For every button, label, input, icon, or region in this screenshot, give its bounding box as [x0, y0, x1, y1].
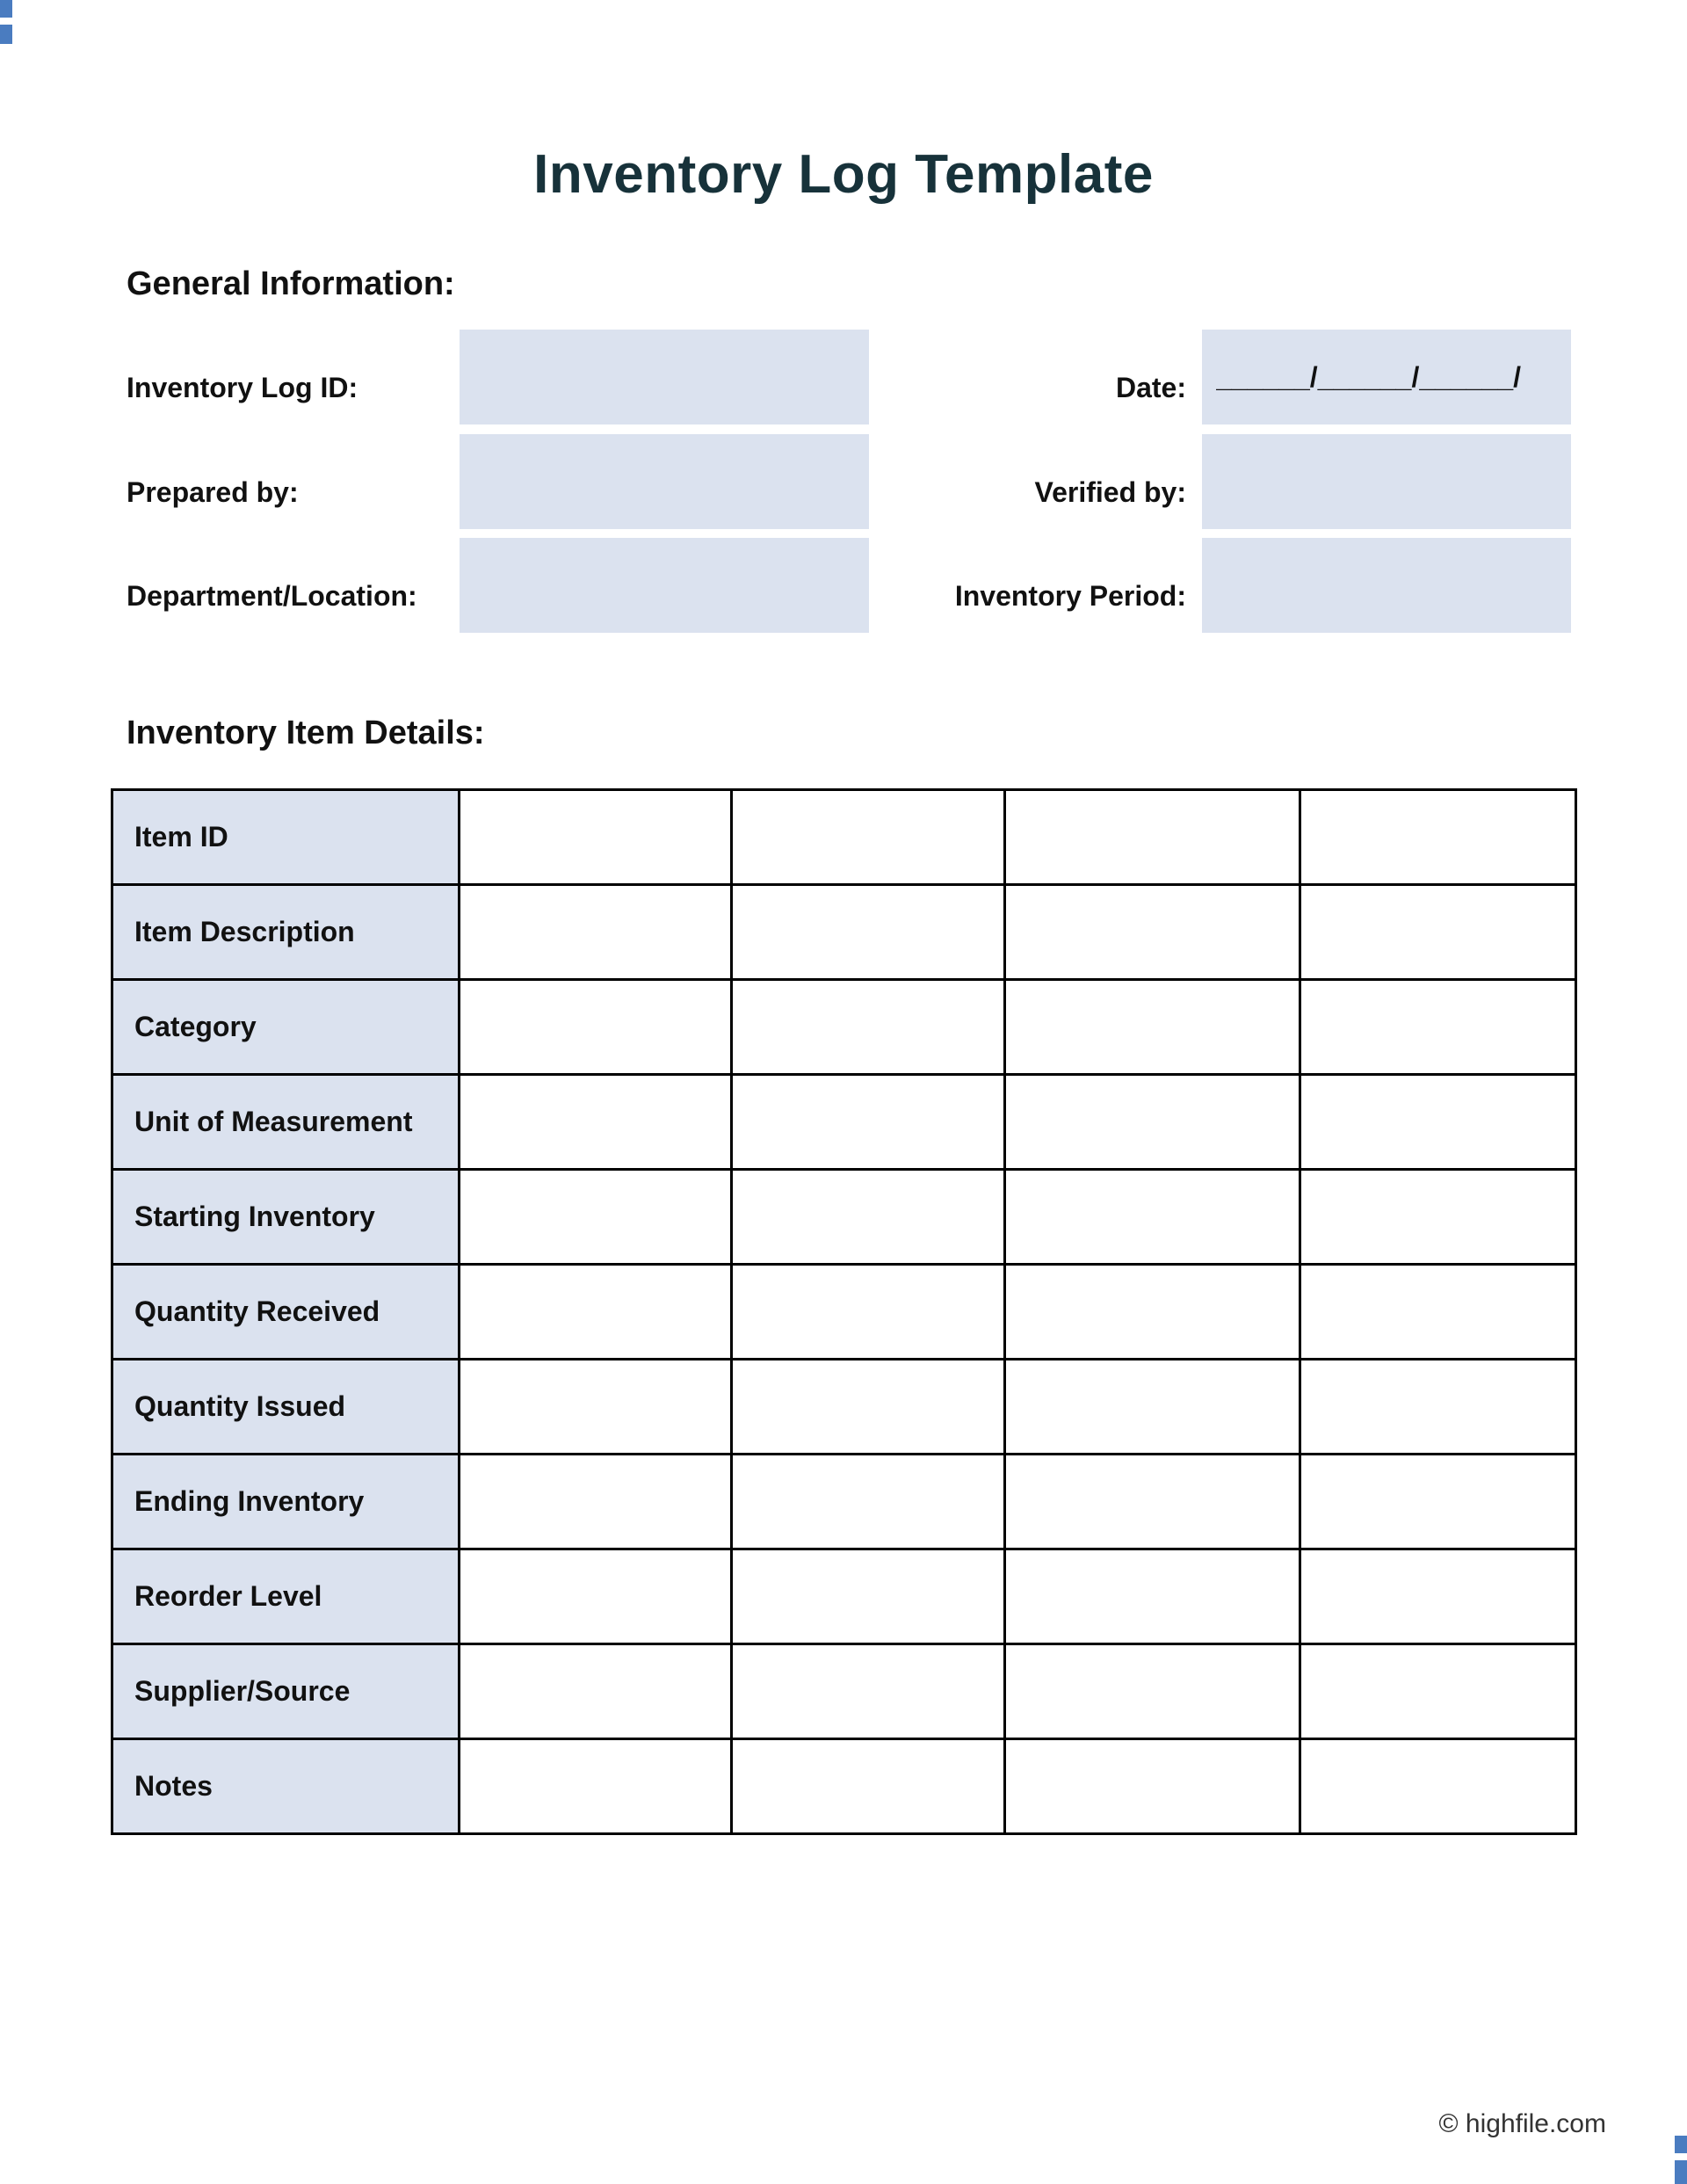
table-cell[interactable]: [1005, 1075, 1300, 1170]
table-cell[interactable]: [1300, 885, 1576, 980]
table-row: [112, 1265, 1576, 1360]
table-row: [112, 1644, 1576, 1739]
table-cell[interactable]: [1005, 885, 1300, 980]
row-label-quantity-received: Quantity Received: [112, 1265, 460, 1360]
row-label-notes: Notes: [112, 1739, 460, 1834]
table-cell[interactable]: [1300, 790, 1576, 885]
table-cell[interactable]: [460, 1455, 732, 1549]
table-cell[interactable]: [460, 885, 732, 980]
table-cell[interactable]: [732, 1170, 1005, 1265]
table-cell[interactable]: [1005, 1739, 1300, 1834]
inventory-period-field[interactable]: [1202, 538, 1571, 633]
table-row: [112, 1170, 1576, 1265]
table-cell[interactable]: [460, 1265, 732, 1360]
corner-mark-bottom-right: [1675, 2136, 1687, 2153]
table-cell[interactable]: [732, 1455, 1005, 1549]
table-cell[interactable]: [1005, 1170, 1300, 1265]
table-cell[interactable]: [460, 980, 732, 1075]
date-label: Date:: [1115, 372, 1186, 403]
table-cell[interactable]: [1300, 1170, 1576, 1265]
department-location-label: Department/Location:: [127, 580, 417, 612]
table-cell[interactable]: [460, 1170, 732, 1265]
row-label-unit-of-measurement: Unit of Measurement: [112, 1075, 460, 1170]
table-cell[interactable]: [1300, 980, 1576, 1075]
row-label-supplier-source: Supplier/Source: [112, 1644, 460, 1739]
table-cell[interactable]: [1005, 1360, 1300, 1455]
table-row: [112, 1360, 1576, 1455]
corner-mark-top-left-lower: [0, 25, 12, 44]
table-cell[interactable]: [460, 1644, 732, 1739]
table-row: [112, 885, 1576, 980]
table-cell[interactable]: [460, 1549, 732, 1644]
row-label-starting-inventory: Starting Inventory: [112, 1170, 460, 1265]
general-information-heading: General Information:: [127, 265, 455, 302]
table-cell[interactable]: [1300, 1360, 1576, 1455]
table-cell[interactable]: [1300, 1075, 1576, 1170]
inventory-items-table: [111, 788, 1577, 1835]
corner-mark-top-left: [0, 0, 12, 18]
row-label-item-description: Item Description: [112, 885, 460, 980]
table-row: [112, 1549, 1576, 1644]
table-cell[interactable]: [732, 1360, 1005, 1455]
table-cell[interactable]: [1300, 1739, 1576, 1834]
row-label-reorder-level: Reorder Level: [112, 1549, 460, 1644]
table-cell[interactable]: [1005, 1265, 1300, 1360]
table-row: [112, 790, 1576, 885]
verified-by-label: Verified by:: [1034, 476, 1186, 508]
table-cell[interactable]: [732, 885, 1005, 980]
table-cell[interactable]: [1005, 790, 1300, 885]
table-cell[interactable]: [732, 980, 1005, 1075]
verified-by-field[interactable]: [1202, 434, 1571, 529]
table-row: [112, 1075, 1576, 1170]
table-cell[interactable]: [732, 790, 1005, 885]
table-cell[interactable]: [1005, 1549, 1300, 1644]
table-row: [112, 980, 1576, 1075]
date-field[interactable]: [1202, 330, 1571, 424]
prepared-by-field[interactable]: [460, 434, 869, 529]
inventory-log-id-field[interactable]: [460, 330, 869, 424]
table-cell[interactable]: [732, 1644, 1005, 1739]
row-label-category: Category: [112, 980, 460, 1075]
date-blank-lines: ______/______/______/: [1216, 361, 1522, 393]
corner-mark-bottom-right-lower: [1675, 2160, 1687, 2184]
prepared-by-label: Prepared by:: [127, 476, 299, 508]
table-cell[interactable]: [732, 1075, 1005, 1170]
table-row: [112, 1739, 1576, 1834]
table-cell[interactable]: [460, 790, 732, 885]
row-label-quantity-issued: Quantity Issued: [112, 1360, 460, 1455]
table-cell[interactable]: [732, 1739, 1005, 1834]
table-cell[interactable]: [1005, 1455, 1300, 1549]
table-cell[interactable]: [1300, 1455, 1576, 1549]
row-label-item-id: Item ID: [112, 790, 460, 885]
table-cell[interactable]: [732, 1265, 1005, 1360]
table-cell[interactable]: [460, 1360, 732, 1455]
table-cell[interactable]: [1005, 980, 1300, 1075]
inventory-period-label: Inventory Period:: [954, 580, 1186, 612]
copyright-footer: © highfile.com: [1438, 2109, 1606, 2138]
inventory-log-id-label: Inventory Log ID:: [127, 372, 358, 403]
table-cell[interactable]: [1300, 1644, 1576, 1739]
table-cell[interactable]: [460, 1075, 732, 1170]
table-cell[interactable]: [1005, 1644, 1300, 1739]
table-cell[interactable]: [460, 1739, 732, 1834]
table-cell[interactable]: [1300, 1265, 1576, 1360]
table-row: [112, 1455, 1576, 1549]
page-title: Inventory Log Template: [533, 144, 1154, 205]
inventory-item-details-heading: Inventory Item Details:: [127, 715, 485, 751]
table-cell[interactable]: [1300, 1549, 1576, 1644]
department-location-field[interactable]: [460, 538, 869, 633]
row-label-ending-inventory: Ending Inventory: [112, 1455, 460, 1549]
table-cell[interactable]: [732, 1549, 1005, 1644]
